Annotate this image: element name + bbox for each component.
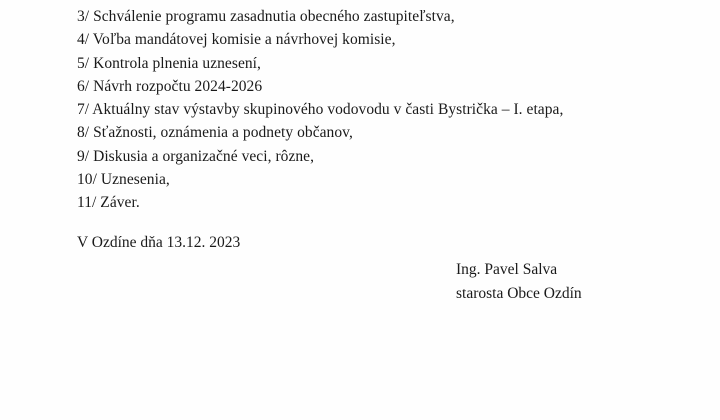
agenda-item-7: 7/ Aktuálny stav výstavby skupinového vodovodu v časti Bystrička – I. etapa, <box>77 101 564 119</box>
place-and-date: V Ozdíne dňa 13.12. 2023 <box>77 234 241 251</box>
signature-block <box>456 258 582 306</box>
agenda-item-5: 5/ Kontrola plnenia uznesení, <box>77 54 261 72</box>
signatory-name: Ing. Pavel Salva <box>456 261 558 278</box>
agenda-item-6: 6/ Návrh rozpočtu 2024-2026 <box>77 77 263 95</box>
agenda-item-10: 10/ Uznesenia, <box>77 171 170 189</box>
signatory-title: starosta Obce Ozdín <box>456 285 582 302</box>
agenda-item-4: 4/ Voľba mandátovej komisie a návrhovej komisie, <box>77 31 396 49</box>
agenda-list <box>77 5 563 215</box>
agenda-item-9: 9/ Diskusia a organizačné veci, rôzne, <box>77 147 315 165</box>
agenda-item-11: 11/ Záver. <box>77 194 140 212</box>
agenda-item-8: 8/ Sťažnosti, oznámenia a podnety občanov, <box>77 124 353 142</box>
agenda-item-3: 3/ Schválenie programu zasadnutia obecného zastupiteľstva, <box>77 8 455 25</box>
